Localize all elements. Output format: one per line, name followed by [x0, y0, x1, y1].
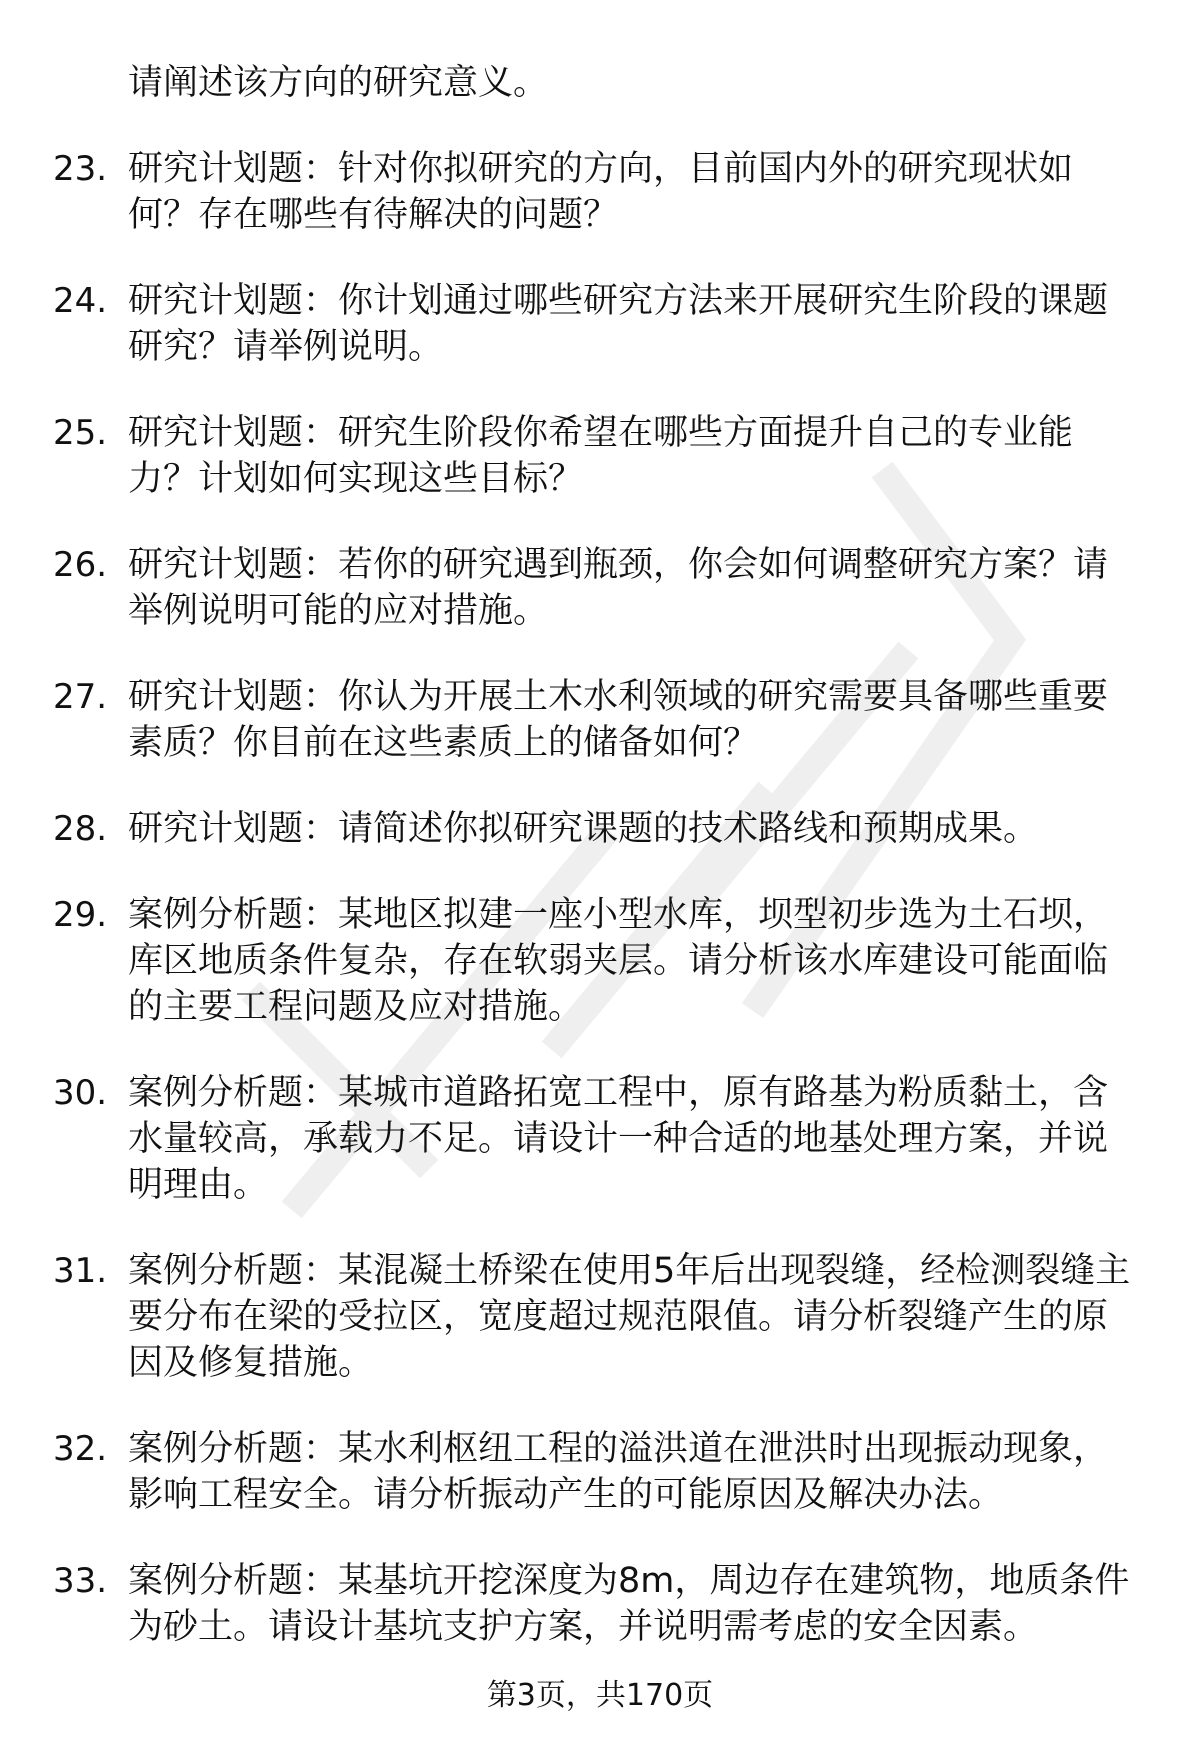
document-body — [0, 60, 1200, 1690]
question-text-line: 素质？你目前在这些素质上的储备如何？ — [128, 723, 759, 763]
question-text-line: 力？计划如何实现这些目标？ — [128, 459, 584, 499]
question-number: 28. — [53, 809, 108, 849]
question-item — [0, 542, 1200, 634]
question-text-line: 案例分析题：某基坑开挖深度为8m，周边存在建筑物，地质条件 — [128, 1561, 1130, 1601]
question-text-line: 为砂土。请设计基坑支护方案，并说明需考虑的安全因素。 — [128, 1607, 1039, 1647]
question-text-line: 研究计划题：你认为开展土木水利领域的研究需要具备哪些重要 — [128, 677, 1109, 717]
question-item — [0, 806, 1200, 852]
question-text-line: 案例分析题：某混凝土桥梁在使用5年后出现裂缝，经检测裂缝主 — [128, 1251, 1131, 1291]
question-text-line: 的主要工程问题及应对措施。 — [128, 987, 584, 1027]
question-item — [0, 410, 1200, 502]
page-footer: 第3页，共170页 — [486, 1678, 714, 1713]
question-text-line: 研究计划题：若你的研究遇到瓶颈，你会如何调整研究方案？请 — [128, 545, 1109, 585]
question-text-line: 请阐述该方向的研究意义。 — [128, 63, 549, 103]
question-text-line: 研究？请举例说明。 — [128, 327, 444, 367]
question-item — [0, 892, 1200, 1030]
question-item — [0, 1558, 1200, 1650]
question-text-line: 举例说明可能的应对措施。 — [128, 591, 549, 631]
question-text-line: 研究计划题：研究生阶段你希望在哪些方面提升自己的专业能 — [128, 413, 1074, 453]
question-text-line: 研究计划题：你计划通过哪些研究方法来开展研究生阶段的课题 — [128, 281, 1109, 321]
question-item — [0, 1248, 1200, 1386]
question-item — [0, 1070, 1200, 1208]
question-number: 33. — [53, 1561, 108, 1601]
question-text-line: 案例分析题：某水利枢纽工程的溢洪道在泄洪时出现振动现象， — [128, 1429, 1109, 1469]
question-number: 30. — [53, 1073, 108, 1113]
question-text-line: 案例分析题：某地区拟建一座小型水库，坝型初步选为土石坝， — [128, 895, 1109, 935]
question-text-line: 案例分析题：某城市道路拓宽工程中，原有路基为粉质黏土，含 — [128, 1073, 1109, 1113]
question-item — [0, 1426, 1200, 1518]
question-text-line: 研究计划题：请简述你拟研究课题的技术路线和预期成果。 — [128, 809, 1039, 849]
question-text-line: 何？存在哪些有待解决的问题？ — [128, 195, 619, 235]
question-text-line: 要分布在梁的受拉区，宽度超过规范限值。请分析裂缝产生的原 — [128, 1297, 1109, 1337]
question-text-line: 明理由。 — [128, 1165, 269, 1205]
question-number: 32. — [53, 1429, 108, 1469]
question-text-line: 因及修复措施。 — [128, 1343, 374, 1383]
question-item — [0, 278, 1200, 370]
question-text-line: 水量较高，承载力不足。请设计一种合适的地基处理方案，并说 — [128, 1119, 1109, 1159]
question-item — [0, 674, 1200, 766]
question-text-line: 研究计划题：针对你拟研究的方向，目前国内外的研究现状如 — [128, 149, 1074, 189]
question-continuation — [0, 60, 1200, 106]
question-number: 24. — [53, 281, 108, 321]
question-item — [0, 146, 1200, 238]
question-number: 25. — [53, 413, 108, 453]
question-text-line: 影响工程安全。请分析振动产生的可能原因及解决办法。 — [128, 1475, 1004, 1515]
question-number: 27. — [53, 677, 108, 717]
question-number: 26. — [53, 545, 108, 585]
question-text-line: 库区地质条件复杂，存在软弱夹层。请分析该水库建设可能面临 — [128, 941, 1109, 981]
question-number: 31. — [53, 1251, 108, 1291]
question-number: 29. — [53, 895, 108, 935]
question-number: 23. — [53, 149, 108, 189]
